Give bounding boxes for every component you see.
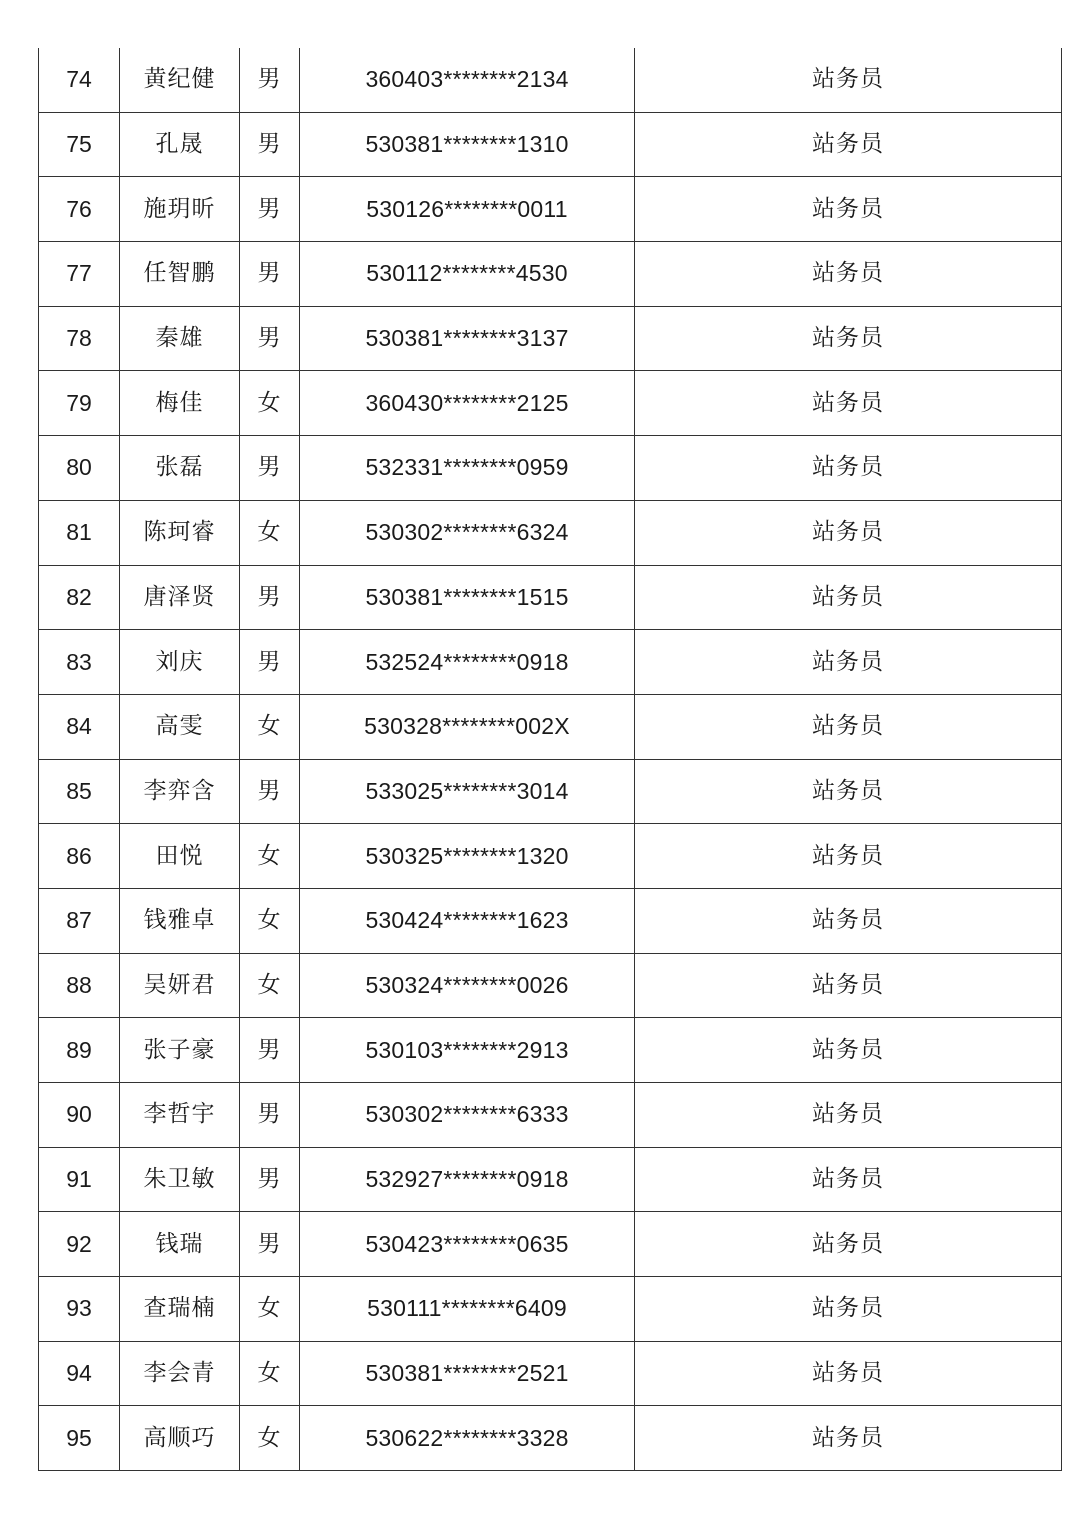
table-row xyxy=(39,306,1062,371)
name-cell: 孔晟 xyxy=(120,112,240,177)
name-cell: 刘庆 xyxy=(120,630,240,695)
gender-cell: 女 xyxy=(240,953,300,1018)
gender-cell: 男 xyxy=(240,565,300,630)
table-row xyxy=(39,112,1062,177)
name-cell: 秦雄 xyxy=(120,306,240,371)
table-row xyxy=(39,1341,1062,1406)
gender-cell: 男 xyxy=(240,1083,300,1148)
id-number-cell: 530111********6409 xyxy=(300,1277,635,1342)
document-page xyxy=(38,48,1061,1471)
position-cell: 站务员 xyxy=(635,242,1062,307)
table-row xyxy=(39,1018,1062,1083)
id-number-cell: 530424********1623 xyxy=(300,888,635,953)
id-number-cell: 530381********3137 xyxy=(300,306,635,371)
table-row xyxy=(39,694,1062,759)
position-cell: 站务员 xyxy=(635,1083,1062,1148)
row-number-cell: 78 xyxy=(39,306,120,371)
roster-table-body xyxy=(39,48,1062,1471)
gender-cell: 女 xyxy=(240,824,300,889)
name-cell: 黄纪健 xyxy=(120,48,240,112)
position-cell: 站务员 xyxy=(635,565,1062,630)
id-number-cell: 530324********0026 xyxy=(300,953,635,1018)
id-number-cell: 532331********0959 xyxy=(300,436,635,501)
position-cell: 站务员 xyxy=(635,112,1062,177)
row-number-cell: 89 xyxy=(39,1018,120,1083)
gender-cell: 男 xyxy=(240,242,300,307)
position-cell: 站务员 xyxy=(635,888,1062,953)
gender-cell: 男 xyxy=(240,436,300,501)
table-row xyxy=(39,500,1062,565)
position-cell: 站务员 xyxy=(635,759,1062,824)
id-number-cell: 530325********1320 xyxy=(300,824,635,889)
table-row xyxy=(39,242,1062,307)
row-number-cell: 94 xyxy=(39,1341,120,1406)
position-cell: 站务员 xyxy=(635,306,1062,371)
name-cell: 田悦 xyxy=(120,824,240,889)
name-cell: 钱雅卓 xyxy=(120,888,240,953)
name-cell: 查瑞楠 xyxy=(120,1277,240,1342)
table-row xyxy=(39,1212,1062,1277)
gender-cell: 男 xyxy=(240,759,300,824)
position-cell: 站务员 xyxy=(635,1406,1062,1471)
row-number-cell: 75 xyxy=(39,112,120,177)
position-cell: 站务员 xyxy=(635,1018,1062,1083)
position-cell: 站务员 xyxy=(635,500,1062,565)
id-number-cell: 530302********6333 xyxy=(300,1083,635,1148)
row-number-cell: 76 xyxy=(39,177,120,242)
gender-cell: 男 xyxy=(240,112,300,177)
name-cell: 吴妍君 xyxy=(120,953,240,1018)
row-number-cell: 83 xyxy=(39,630,120,695)
row-number-cell: 90 xyxy=(39,1083,120,1148)
row-number-cell: 80 xyxy=(39,436,120,501)
id-number-cell: 530103********2913 xyxy=(300,1018,635,1083)
gender-cell: 男 xyxy=(240,1212,300,1277)
position-cell: 站务员 xyxy=(635,1212,1062,1277)
id-number-cell: 530126********0011 xyxy=(300,177,635,242)
row-number-cell: 87 xyxy=(39,888,120,953)
gender-cell: 男 xyxy=(240,630,300,695)
row-number-cell: 77 xyxy=(39,242,120,307)
gender-cell: 女 xyxy=(240,1406,300,1471)
row-number-cell: 81 xyxy=(39,500,120,565)
position-cell: 站务员 xyxy=(635,630,1062,695)
id-number-cell: 530328********002X xyxy=(300,694,635,759)
gender-cell: 女 xyxy=(240,1341,300,1406)
row-number-cell: 82 xyxy=(39,565,120,630)
id-number-cell: 360430********2125 xyxy=(300,371,635,436)
gender-cell: 男 xyxy=(240,1018,300,1083)
name-cell: 施玥昕 xyxy=(120,177,240,242)
row-number-cell: 88 xyxy=(39,953,120,1018)
gender-cell: 女 xyxy=(240,1277,300,1342)
name-cell: 朱卫敏 xyxy=(120,1147,240,1212)
position-cell: 站务员 xyxy=(635,1277,1062,1342)
position-cell: 站务员 xyxy=(635,1147,1062,1212)
id-number-cell: 530112********4530 xyxy=(300,242,635,307)
name-cell: 高雯 xyxy=(120,694,240,759)
table-row xyxy=(39,1083,1062,1148)
id-number-cell: 530381********2521 xyxy=(300,1341,635,1406)
table-row xyxy=(39,1277,1062,1342)
position-cell: 站务员 xyxy=(635,1341,1062,1406)
gender-cell: 女 xyxy=(240,371,300,436)
table-row xyxy=(39,759,1062,824)
table-row xyxy=(39,1147,1062,1212)
row-number-cell: 95 xyxy=(39,1406,120,1471)
id-number-cell: 360403********2134 xyxy=(300,48,635,112)
position-cell: 站务员 xyxy=(635,177,1062,242)
row-number-cell: 91 xyxy=(39,1147,120,1212)
id-number-cell: 532927********0918 xyxy=(300,1147,635,1212)
row-number-cell: 93 xyxy=(39,1277,120,1342)
row-number-cell: 92 xyxy=(39,1212,120,1277)
table-row xyxy=(39,888,1062,953)
table-row xyxy=(39,177,1062,242)
id-number-cell: 530381********1310 xyxy=(300,112,635,177)
row-number-cell: 74 xyxy=(39,48,120,112)
name-cell: 李会青 xyxy=(120,1341,240,1406)
position-cell: 站务员 xyxy=(635,371,1062,436)
table-row xyxy=(39,630,1062,695)
id-number-cell: 530423********0635 xyxy=(300,1212,635,1277)
name-cell: 李哲宇 xyxy=(120,1083,240,1148)
gender-cell: 女 xyxy=(240,500,300,565)
name-cell: 张磊 xyxy=(120,436,240,501)
name-cell: 钱瑞 xyxy=(120,1212,240,1277)
gender-cell: 女 xyxy=(240,694,300,759)
name-cell: 陈珂睿 xyxy=(120,500,240,565)
gender-cell: 男 xyxy=(240,177,300,242)
table-row xyxy=(39,824,1062,889)
row-number-cell: 79 xyxy=(39,371,120,436)
table-row xyxy=(39,565,1062,630)
table-row xyxy=(39,371,1062,436)
name-cell: 李弈含 xyxy=(120,759,240,824)
table-row xyxy=(39,48,1062,112)
position-cell: 站务员 xyxy=(635,694,1062,759)
gender-cell: 男 xyxy=(240,306,300,371)
row-number-cell: 84 xyxy=(39,694,120,759)
name-cell: 张子豪 xyxy=(120,1018,240,1083)
row-number-cell: 85 xyxy=(39,759,120,824)
id-number-cell: 533025********3014 xyxy=(300,759,635,824)
position-cell: 站务员 xyxy=(635,48,1062,112)
position-cell: 站务员 xyxy=(635,953,1062,1018)
name-cell: 唐泽贤 xyxy=(120,565,240,630)
position-cell: 站务员 xyxy=(635,824,1062,889)
id-number-cell: 532524********0918 xyxy=(300,630,635,695)
gender-cell: 女 xyxy=(240,888,300,953)
gender-cell: 男 xyxy=(240,48,300,112)
name-cell: 高顺巧 xyxy=(120,1406,240,1471)
table-row xyxy=(39,436,1062,501)
position-cell: 站务员 xyxy=(635,436,1062,501)
gender-cell: 男 xyxy=(240,1147,300,1212)
id-number-cell: 530381********1515 xyxy=(300,565,635,630)
table-row xyxy=(39,1406,1062,1471)
row-number-cell: 86 xyxy=(39,824,120,889)
name-cell: 梅佳 xyxy=(120,371,240,436)
id-number-cell: 530302********6324 xyxy=(300,500,635,565)
table-row xyxy=(39,953,1062,1018)
name-cell: 任智鹏 xyxy=(120,242,240,307)
roster-table xyxy=(38,48,1062,1471)
id-number-cell: 530622********3328 xyxy=(300,1406,635,1471)
